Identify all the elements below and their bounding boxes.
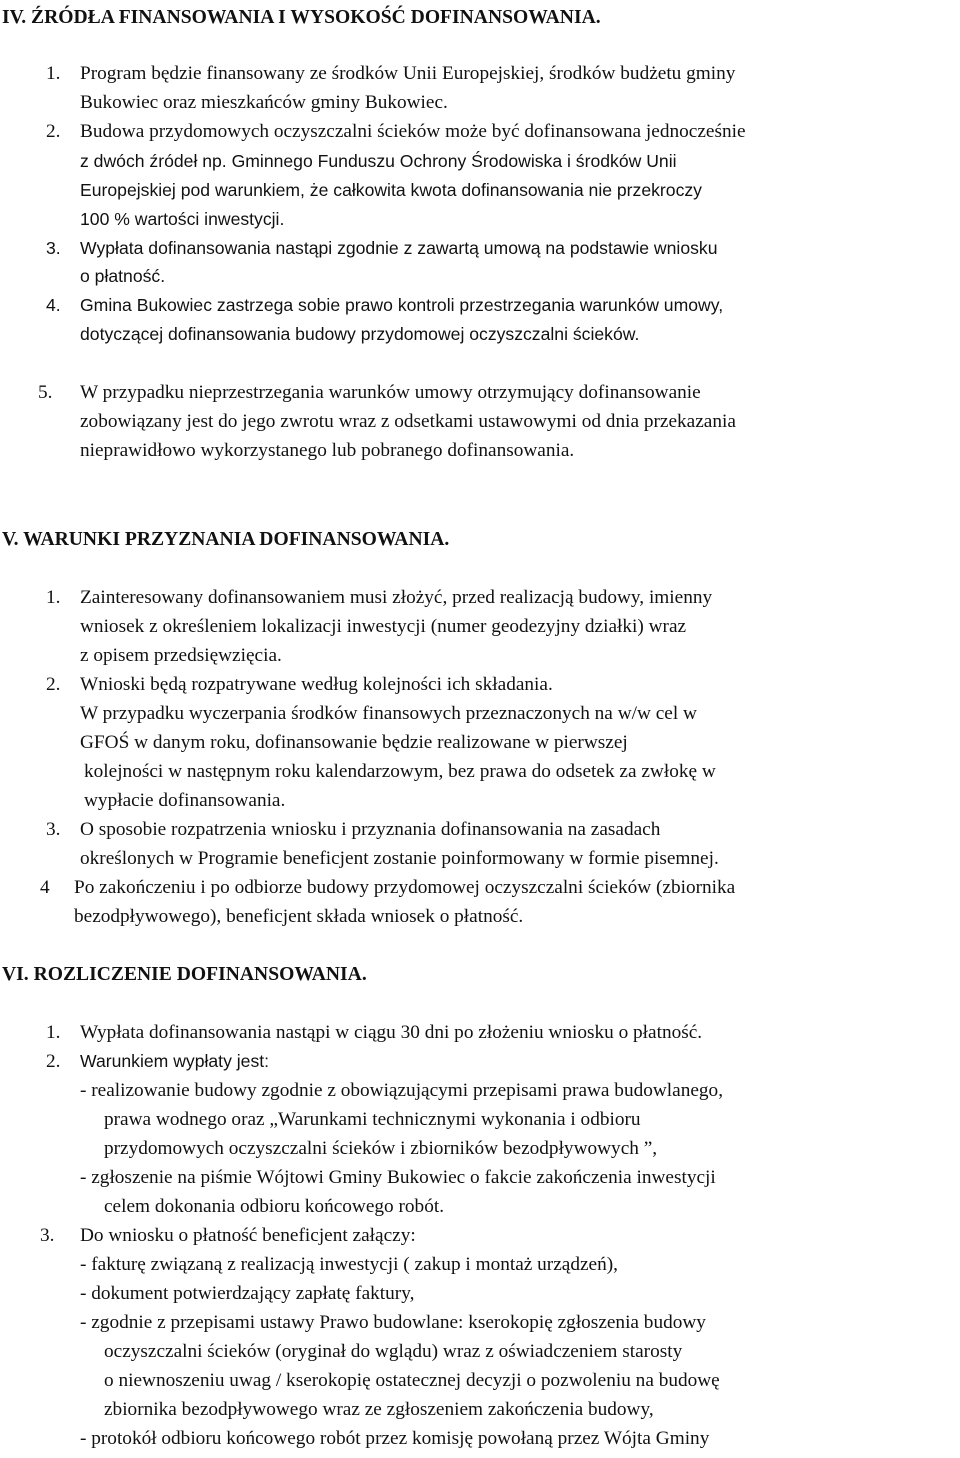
text-line: nieprawidłowo wykorzystanego lub pobranego dofinansowania.	[80, 440, 575, 461]
bullet-line: - zgłoszenie na piśmie Wójtowi Gminy Bukowiec o fakcie zakończenia inwestycji	[80, 1167, 716, 1188]
item-number: 3.	[40, 1225, 55, 1246]
section-vi-heading: VI. ROZLICZENIE DOFINANSOWANIA.	[2, 964, 367, 985]
text-line: wypłacie dofinansowania.	[84, 790, 286, 811]
text-line: przydomowych oczyszczalni ścieków i zbiorników bezodpływowych ”,	[104, 1138, 658, 1159]
item-number: 5.	[38, 382, 53, 403]
item-number: 3.	[46, 819, 61, 840]
item-number: 2.	[46, 1051, 61, 1072]
item-number: 2.	[46, 674, 61, 695]
bullet-line: - zgodnie z przepisami ustawy Prawo budowlane: kserokopię zgłoszenia budowy	[80, 1312, 706, 1333]
section-v-heading: V. WARUNKI PRZYZNANIA DOFINANSOWANIA.	[2, 529, 450, 550]
bullet-line: - fakturę związaną z realizacją inwestycji ( zakup i montaż urządzeń),	[80, 1254, 618, 1275]
bullet-line: - protokół odbioru końcowego robót przez komisję powołaną przez Wójta Gminy	[80, 1428, 710, 1449]
item-number: 4	[40, 877, 50, 898]
item-number: 1.	[46, 1022, 61, 1043]
bullet-line: - dokument potwierdzający zapłatę faktury,	[80, 1283, 415, 1304]
text-line: o niewnoszeniu uwag / kserokopię ostatecznej decyzji o pozwoleniu na budowę	[104, 1370, 720, 1391]
text-line: 100 % wartości inwestycji.	[80, 209, 285, 229]
section-iv-heading: IV. ŹRÓDŁA FINANSOWANIA I WYSOKOŚĆ DOFINANSOWANIA.	[2, 7, 601, 28]
text-line: Do wniosku o płatność beneficjent załączy:	[80, 1225, 416, 1246]
text-line: kolejności w następnym roku kalendarzowym, bez prawa do odsetek za zwłokę w	[84, 761, 716, 782]
text-line: Program będzie finansowany ze środków Unii Europejskiej, środków budżetu gminy	[80, 63, 736, 84]
item-number: 2.	[46, 121, 61, 142]
text-line: Zainteresowany dofinansowaniem musi złożyć, przed realizacją budowy, imienny	[80, 587, 713, 608]
text-line: bezodpływowego), beneficjent składa wniosek o płatność.	[74, 906, 524, 927]
text-line: z dwóch źródeł np. Gminnego Funduszu Ochrony Środowiska i środków Unii	[80, 151, 677, 171]
text-line: Wypłata dofinansowania nastąpi w ciągu 30 dni po złożeniu wniosku o płatność.	[80, 1022, 703, 1043]
item-number: 4.	[46, 295, 61, 315]
text-line: W przypadku wyczerpania środków finansowych przeznaczonych na w/w cel w	[80, 703, 697, 724]
text-line: dotyczącej dofinansowania budowy przydomowej oczyszczalni ścieków.	[80, 324, 640, 344]
text-line: zbiornika bezodpływowego wraz ze zgłoszeniem zakończenia budowy,	[104, 1399, 654, 1420]
text-line: Warunkiem wypłaty jest:	[80, 1051, 270, 1071]
text-line: Po zakończeniu i po odbiorze budowy przydomowej oczyszczalni ścieków (zbiornika	[74, 877, 736, 898]
text-line: W przypadku nieprzestrzegania warunków umowy otrzymujący dofinansowanie	[80, 382, 701, 403]
text-line: określonych w Programie beneficjent zostanie poinformowany w formie pisemnej.	[80, 848, 719, 869]
text-line: Wnioski będą rozpatrywane według kolejności ich składania.	[80, 674, 553, 695]
text-line: Gmina Bukowiec zastrzega sobie prawo kontroli przestrzegania warunków umowy,	[80, 295, 724, 315]
text-line: Budowa przydomowych oczyszczalni ścieków może być dofinansowana jednocześnie	[80, 121, 746, 142]
text-line: o płatność.	[80, 266, 166, 286]
text-line: oczyszczalni ścieków (oryginał do wglądu) wraz z oświadczeniem starosty	[104, 1341, 683, 1362]
item-number: 1.	[46, 63, 61, 84]
item-number: 1.	[46, 587, 61, 608]
text-line: Europejskiej pod warunkiem, że całkowita kwota dofinansowania nie przekroczy	[80, 180, 702, 200]
text-line: z opisem przedsięwzięcia.	[80, 645, 282, 666]
text-line: celem dokonania odbioru końcowego robót.	[104, 1196, 445, 1217]
text-line: Bukowiec oraz mieszkańców gminy Bukowiec.	[80, 92, 448, 113]
text-line: Wypłata dofinansowania nastąpi zgodnie z zawartą umową na podstawie wniosku	[80, 238, 718, 258]
item-number: 3.	[46, 238, 61, 258]
text-line: wniosek z określeniem lokalizacji inwestycji (numer geodezyjny działki) wraz	[80, 616, 687, 637]
bullet-line: - realizowanie budowy zgodnie z obowiązującymi przepisami prawa budowlanego,	[80, 1080, 724, 1101]
text-line: prawa wodnego oraz „Warunkami technicznymi wykonania i odbioru	[104, 1109, 641, 1130]
text-line: zobowiązany jest do jego zwrotu wraz z odsetkami ustawowymi od dnia przekazania	[80, 411, 736, 432]
text-line: O sposobie rozpatrzenia wniosku i przyznania dofinansowania na zasadach	[80, 819, 661, 840]
text-line: GFOŚ w danym roku, dofinansowanie będzie realizowane w pierwszej	[80, 732, 628, 753]
